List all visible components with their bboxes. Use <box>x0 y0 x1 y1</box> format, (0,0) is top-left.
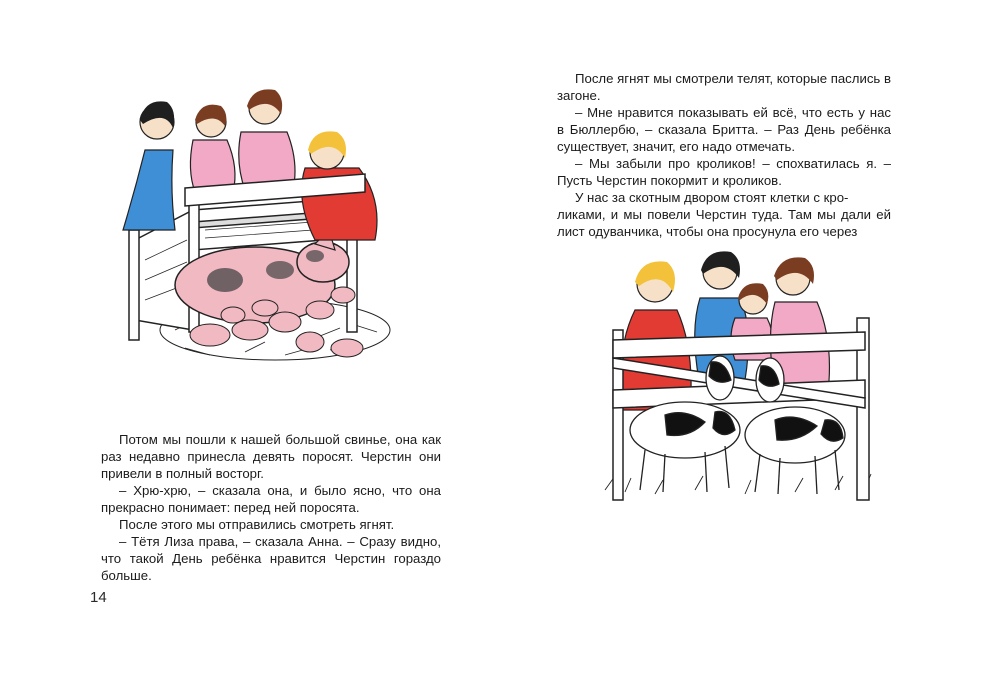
left-page-text <box>101 431 441 584</box>
paragraph: После этого мы отправились смотреть ягнят. <box>119 517 395 532</box>
paragraph-continued: ликами, и мы повели Черстин туда. Там мы дали ей лист одуванчика, чтобы она просунула его через <box>557 207 891 239</box>
paragraph: – Мы забыли про кроликов! – спохватилась я. – Пусть Черстин покормит и кроликов. <box>557 156 891 188</box>
paragraph: У нас за скотным двором стоят клетки с кро- <box>575 190 849 205</box>
paragraph: – Тётя Лиза права, – сказала Анна. – Сразу видно, что такой День ребёнка нравится Черстин гораздо больше. <box>101 534 441 583</box>
girls-with-calves-illustration <box>595 240 885 505</box>
page-number: 14 <box>90 589 107 606</box>
girls-with-pigs-illustration <box>115 80 397 380</box>
paragraph: – Мне нравится показывать ей всё, что есть у нас в Бюллербю, – сказала Бритта. – Раз День ребёнка существует, значит, его надо отмечать. <box>557 105 891 154</box>
paragraph: Потом мы пошли к нашей большой свинье, она как раз недавно принесла девять поросят. Черстин они привели в полный восторг. <box>101 432 441 481</box>
right-page-text <box>557 70 891 240</box>
paragraph: – Хрю-хрю, – сказала она, и было ясно, что она прекрасно понимает: перед ней поросята. <box>101 483 441 515</box>
paragraph: После ягнят мы смотрели телят, которые паслись в загоне. <box>557 71 891 103</box>
